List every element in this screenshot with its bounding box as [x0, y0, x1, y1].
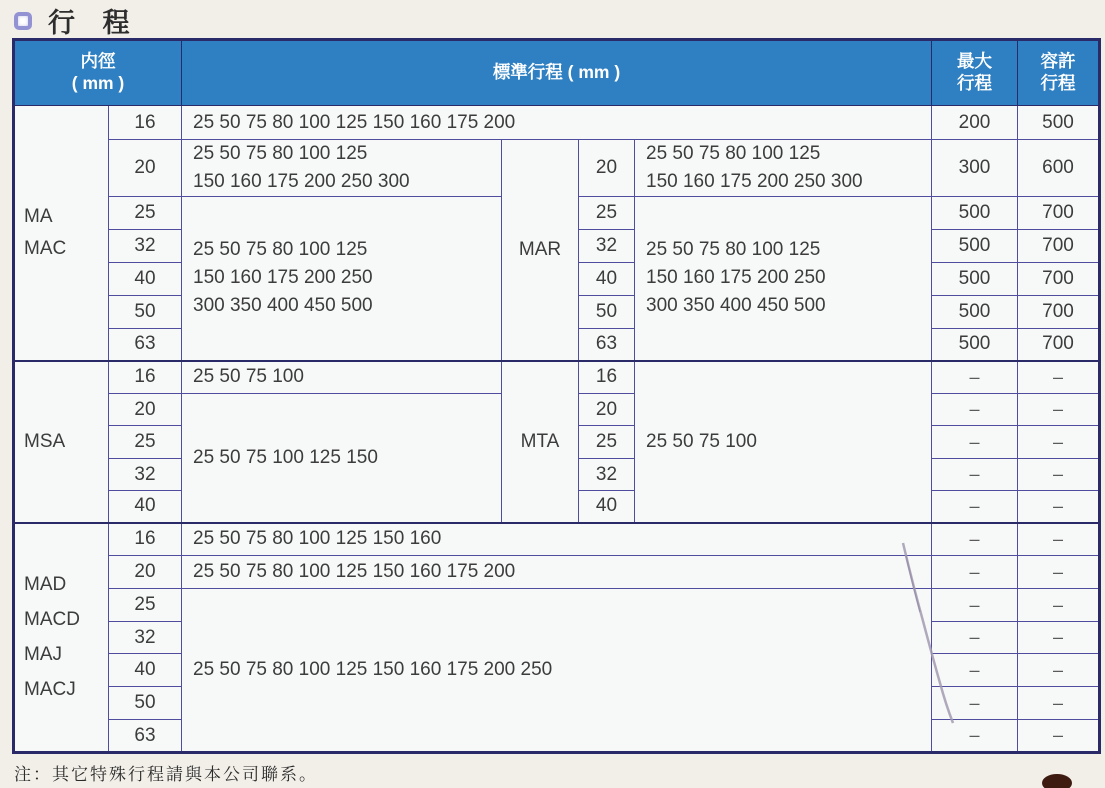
sub-bore-cell: 25 — [579, 197, 635, 230]
table-row — [14, 523, 1100, 556]
bore-cell: 40 — [109, 654, 182, 687]
footnote: 注：其它特殊行程請與本公司聯系。 — [14, 765, 318, 784]
bore-cell: 32 — [109, 459, 182, 491]
sub-bore-cell: 32 — [579, 230, 635, 263]
allow-stroke-cell: 700 — [1018, 263, 1100, 296]
model-cell-mar: MAR — [502, 140, 579, 361]
table-row — [14, 140, 1100, 197]
bore-cell: 32 — [109, 230, 182, 263]
allow-stroke-cell: 700 — [1018, 296, 1100, 329]
table-header-row — [14, 40, 1100, 106]
stroke-cell: 25 50 75 80 100 125 150 160 — [182, 523, 932, 556]
max-stroke-cell: 500 — [932, 197, 1018, 230]
max-stroke-cell: – — [932, 622, 1018, 654]
bore-cell: 50 — [109, 296, 182, 329]
allow-stroke-cell: 600 — [1018, 140, 1100, 197]
stroke-cell-merged: 25 50 75 80 100 125 150 160 175 200 250 300 350 400 450 500 — [182, 197, 502, 361]
allow-stroke-cell: 700 — [1018, 230, 1100, 263]
header-bore-unit: ( mm ) — [71, 73, 125, 93]
stroke-cell: 25 50 75 80 100 125 150 160 175 200 — [182, 106, 932, 140]
page-title — [14, 1, 132, 40]
bore-cell: 40 — [109, 491, 182, 523]
allow-stroke-cell: 500 — [1018, 106, 1100, 140]
sub-bore-cell: 20 — [579, 140, 635, 197]
sub-bore-cell: 40 — [579, 263, 635, 296]
bore-cell: 25 — [109, 589, 182, 622]
max-stroke-cell: – — [932, 394, 1018, 426]
sub-bore-cell: 40 — [579, 491, 635, 523]
table-row — [14, 589, 1100, 622]
stroke-cell: 25 50 75 80 100 125 150 160 175 200 — [182, 556, 932, 589]
max-stroke-cell: – — [932, 426, 1018, 459]
bore-cell: 25 — [109, 197, 182, 230]
max-stroke-cell: – — [932, 654, 1018, 687]
bore-cell: 20 — [109, 140, 182, 197]
sub-bore-cell: 32 — [579, 459, 635, 491]
max-stroke-cell: – — [932, 687, 1018, 720]
allow-stroke-cell: – — [1018, 394, 1100, 426]
header-standard-stroke: 標準行程 ( mm ) — [182, 40, 932, 106]
page-title-text: 行 程 — [48, 8, 132, 38]
allow-stroke-cell: – — [1018, 556, 1100, 589]
stroke-cell-merged: 25 50 75 100 125 150 — [182, 394, 502, 523]
stroke-cell-merged: 25 50 75 100 — [635, 361, 932, 523]
stroke-cell: 25 50 75 100 — [182, 361, 502, 394]
allow-stroke-cell: – — [1018, 589, 1100, 622]
bore-cell: 16 — [109, 106, 182, 140]
ink-blob-artifact — [1042, 774, 1072, 788]
stroke-cell: 25 50 75 80 100 125 150 160 175 200 250 300 — [635, 140, 932, 197]
stroke-cell-merged: 25 50 75 80 100 125 150 160 175 200 250 300 350 400 450 500 — [635, 197, 932, 361]
allow-stroke-cell: – — [1018, 622, 1100, 654]
bore-cell: 25 — [109, 426, 182, 459]
sub-bore-cell: 20 — [579, 394, 635, 426]
allow-stroke-cell: 700 — [1018, 197, 1100, 230]
bore-cell: 63 — [109, 720, 182, 753]
allow-stroke-cell: – — [1018, 523, 1100, 556]
allow-stroke-cell: – — [1018, 654, 1100, 687]
max-stroke-cell: – — [932, 491, 1018, 523]
sub-bore-cell: 16 — [579, 361, 635, 394]
max-stroke-cell: 200 — [932, 106, 1018, 140]
bore-cell: 40 — [109, 263, 182, 296]
max-stroke-cell: – — [932, 459, 1018, 491]
header-max-stroke: 最大 行程 — [932, 40, 1018, 106]
allow-stroke-cell: – — [1018, 459, 1100, 491]
header-bore — [14, 40, 182, 106]
allow-stroke-cell: – — [1018, 361, 1100, 394]
max-stroke-cell: – — [932, 720, 1018, 753]
stroke-cell: 25 50 75 80 100 125 150 160 175 200 250 300 — [182, 140, 502, 197]
allow-stroke-cell: – — [1018, 426, 1100, 459]
model-cell-msa: MSA — [14, 361, 109, 523]
sub-bore-cell: 50 — [579, 296, 635, 329]
model-cell-mta: MTA — [502, 361, 579, 523]
max-stroke-cell: 500 — [932, 296, 1018, 329]
header-bore-label: 内徑 — [80, 51, 116, 72]
max-stroke-cell: – — [932, 589, 1018, 622]
bore-cell: 20 — [109, 556, 182, 589]
model-cell-mad-macd-maj-macj: MAD MACD MAJ MACJ — [14, 523, 109, 753]
allow-stroke-cell: – — [1018, 720, 1100, 753]
max-stroke-cell: – — [932, 556, 1018, 589]
bore-cell: 50 — [109, 687, 182, 720]
stroke-spec-table — [12, 38, 1101, 754]
max-stroke-cell: 500 — [932, 329, 1018, 361]
table-row — [14, 556, 1100, 589]
table-row — [14, 361, 1100, 394]
max-stroke-cell: 500 — [932, 263, 1018, 296]
bore-cell: 63 — [109, 329, 182, 361]
bore-cell: 20 — [109, 394, 182, 426]
sub-bore-cell: 63 — [579, 329, 635, 361]
max-stroke-cell: 500 — [932, 230, 1018, 263]
bore-cell: 16 — [109, 523, 182, 556]
bore-cell: 32 — [109, 622, 182, 654]
table-row — [14, 106, 1100, 140]
model-cell-ma-mac: MA MAC — [14, 106, 109, 361]
max-stroke-cell: 300 — [932, 140, 1018, 197]
sub-bore-cell: 25 — [579, 426, 635, 459]
header-allow-stroke: 容許 行程 — [1018, 40, 1100, 106]
allow-stroke-cell: – — [1018, 491, 1100, 523]
allow-stroke-cell: 700 — [1018, 329, 1100, 361]
max-stroke-cell: – — [932, 523, 1018, 556]
stroke-cell-merged: 25 50 75 80 100 125 150 160 175 200 250 — [182, 589, 932, 753]
allow-stroke-cell: – — [1018, 687, 1100, 720]
bore-cell: 16 — [109, 361, 182, 394]
square-bullet-icon — [14, 12, 32, 30]
max-stroke-cell: – — [932, 361, 1018, 394]
